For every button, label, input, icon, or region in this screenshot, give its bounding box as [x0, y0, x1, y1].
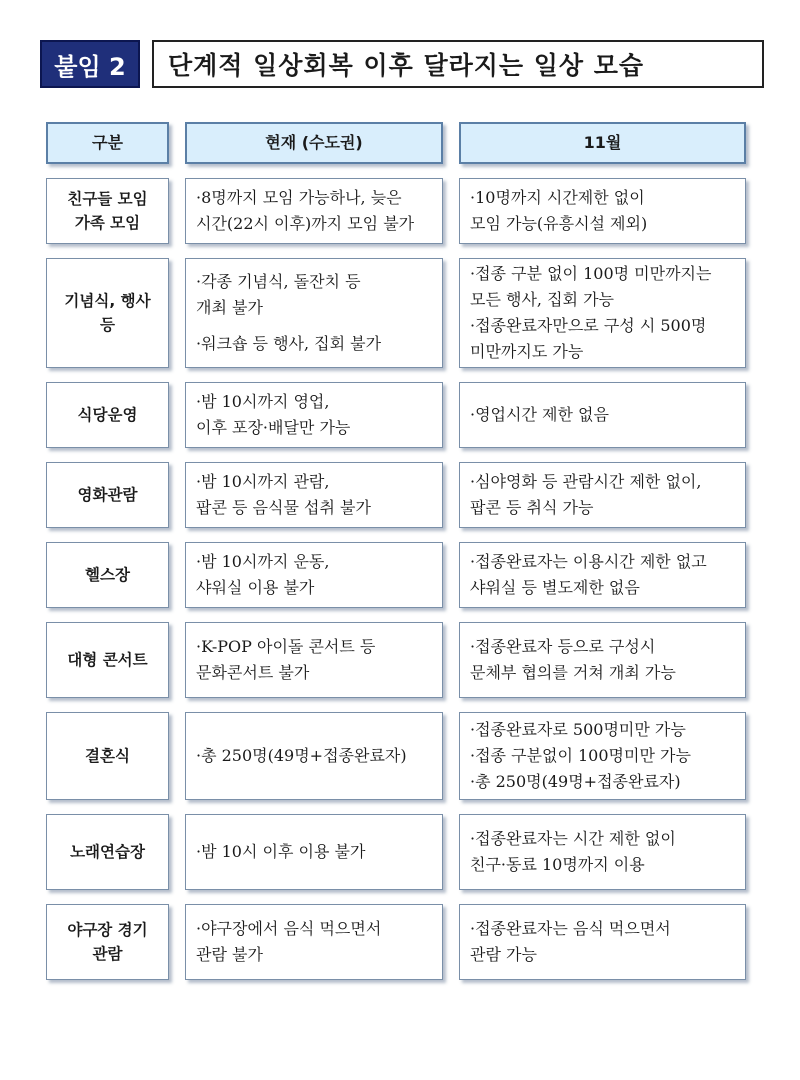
cell-text-line: 개최 불가	[196, 298, 263, 317]
row-category	[46, 904, 169, 980]
cell-text-line: 문화콘서트 불가	[196, 663, 310, 682]
table-row	[46, 622, 746, 698]
cell-text-line: 미만까지도 가능	[470, 342, 584, 361]
row-current	[185, 622, 443, 698]
cell-text-line: 팝콘 등 음식물 섭취 불가	[196, 498, 371, 517]
cell-text-line: 관람 불가	[196, 945, 263, 964]
row-category	[46, 462, 169, 528]
cell-text-line: ·각종 기념식, 돌잔치 등	[196, 272, 361, 291]
row-current	[185, 382, 443, 448]
comparison-table	[46, 122, 746, 994]
page-title: 단계적 일상회복 이후 달라지는 일상 모습	[152, 40, 764, 88]
cell-text-line: ·야구장에서 음식 먹으면서	[196, 919, 382, 938]
row-category	[46, 258, 169, 368]
table-row	[46, 462, 746, 528]
cell-text-line: ·접종완료자는 시간 제한 없이	[470, 829, 676, 848]
cell-text-line: 친구·동료 10명까지 이용	[470, 855, 645, 874]
row-november	[459, 814, 746, 890]
row-category	[46, 814, 169, 890]
cell-text-line: 모임 가능(유흥시설 제외)	[470, 214, 648, 233]
cell-text-line: ·심야영화 등 관람시간 제한 없이,	[470, 472, 702, 491]
table-row	[46, 904, 746, 980]
paragraph-gap	[196, 321, 432, 331]
cell-text-line: 문체부 협의를 거쳐 개최 가능	[470, 663, 676, 682]
cell-text-line: ·10명까지 시간제한 없이	[470, 188, 645, 207]
table-row	[46, 542, 746, 608]
category-line: 노래연습장	[70, 843, 145, 861]
row-november	[459, 904, 746, 980]
row-current	[185, 904, 443, 980]
row-november	[459, 622, 746, 698]
row-november	[459, 712, 746, 800]
row-november	[459, 258, 746, 368]
cell-text-line: ·접종완료자로 500명미만 가능	[470, 720, 686, 739]
category-line: 대형 콘서트	[67, 651, 148, 669]
row-november	[459, 178, 746, 244]
header-category: 구분	[46, 122, 169, 164]
table-row	[46, 814, 746, 890]
row-category	[46, 382, 169, 448]
cell-text-line: 이후 포장·배달만 가능	[196, 418, 351, 437]
category-line: 가족 모임	[74, 214, 141, 232]
cell-text-line: 샤워실 등 별도제한 없음	[470, 578, 640, 597]
category-line: 등	[100, 316, 115, 334]
table-row	[46, 712, 746, 800]
cell-text-line: ·밤 10시까지 운동,	[196, 552, 330, 571]
row-november	[459, 462, 746, 528]
table-row	[46, 178, 746, 244]
table-row	[46, 258, 746, 368]
cell-text-line: ·K-POP 아이돌 콘서트 등	[196, 637, 376, 656]
row-current	[185, 462, 443, 528]
cell-text-line: 샤워실 이용 불가	[196, 578, 315, 597]
table-body	[46, 178, 746, 980]
category-line: 기념식, 행사	[64, 292, 151, 310]
cell-text-line: ·8명까지 모임 가능하나, 늦은	[196, 188, 402, 207]
cell-text-line: ·밤 10시 이후 이용 불가	[196, 842, 366, 861]
table-header	[46, 122, 746, 164]
header-current: 현재 (수도권)	[185, 122, 443, 164]
cell-text-line: ·접종 구분없이 100명미만 가능	[470, 746, 691, 765]
cell-text-line: ·밤 10시까지 영업,	[196, 392, 330, 411]
row-current	[185, 542, 443, 608]
cell-text-line: ·접종완료자 등으로 구성시	[470, 637, 656, 656]
cell-text-line: ·접종 구분 없이 100명 미만까지는	[470, 264, 712, 283]
row-november	[459, 542, 746, 608]
row-current	[185, 712, 443, 800]
cell-text-line: 모든 행사, 집회 가능	[470, 290, 614, 309]
row-current	[185, 258, 443, 368]
category-line: 헬스장	[85, 566, 130, 584]
table-row	[46, 382, 746, 448]
cell-text-line: ·밤 10시까지 관람,	[196, 472, 330, 491]
category-line: 식당운영	[77, 406, 138, 424]
row-category	[46, 712, 169, 800]
row-current	[185, 814, 443, 890]
cell-text-line: 팝콘 등 취식 가능	[470, 498, 594, 517]
category-line: 친구들 모임	[67, 190, 148, 208]
category-line: 관람	[92, 945, 123, 963]
header-november: 11월	[459, 122, 746, 164]
cell-text-line: ·총 250명(49명+접종완료자)	[196, 746, 407, 765]
cell-text-line: ·영업시간 제한 없음	[470, 405, 609, 424]
attachment-badge: 붙임 2	[40, 40, 140, 88]
row-category	[46, 622, 169, 698]
category-line: 야구장 경기	[67, 921, 148, 939]
cell-text-line: 시간(22시 이후)까지 모임 불가	[196, 214, 415, 233]
cell-text-line: ·워크숍 등 행사, 집회 불가	[196, 334, 382, 353]
category-line: 결혼식	[85, 747, 130, 765]
row-november	[459, 382, 746, 448]
category-line: 영화관람	[77, 486, 138, 504]
cell-text-line: ·총 250명(49명+접종완료자)	[470, 772, 681, 791]
cell-text-line: ·접종완료자는 이용시간 제한 없고	[470, 552, 707, 571]
title-bar	[40, 40, 764, 88]
cell-text-line: ·접종완료자만으로 구성 시 500명	[470, 316, 707, 335]
row-category	[46, 542, 169, 608]
row-current	[185, 178, 443, 244]
row-category	[46, 178, 169, 244]
cell-text-line: ·접종완료자는 음식 먹으면서	[470, 919, 671, 938]
cell-text-line: 관람 가능	[470, 945, 537, 964]
